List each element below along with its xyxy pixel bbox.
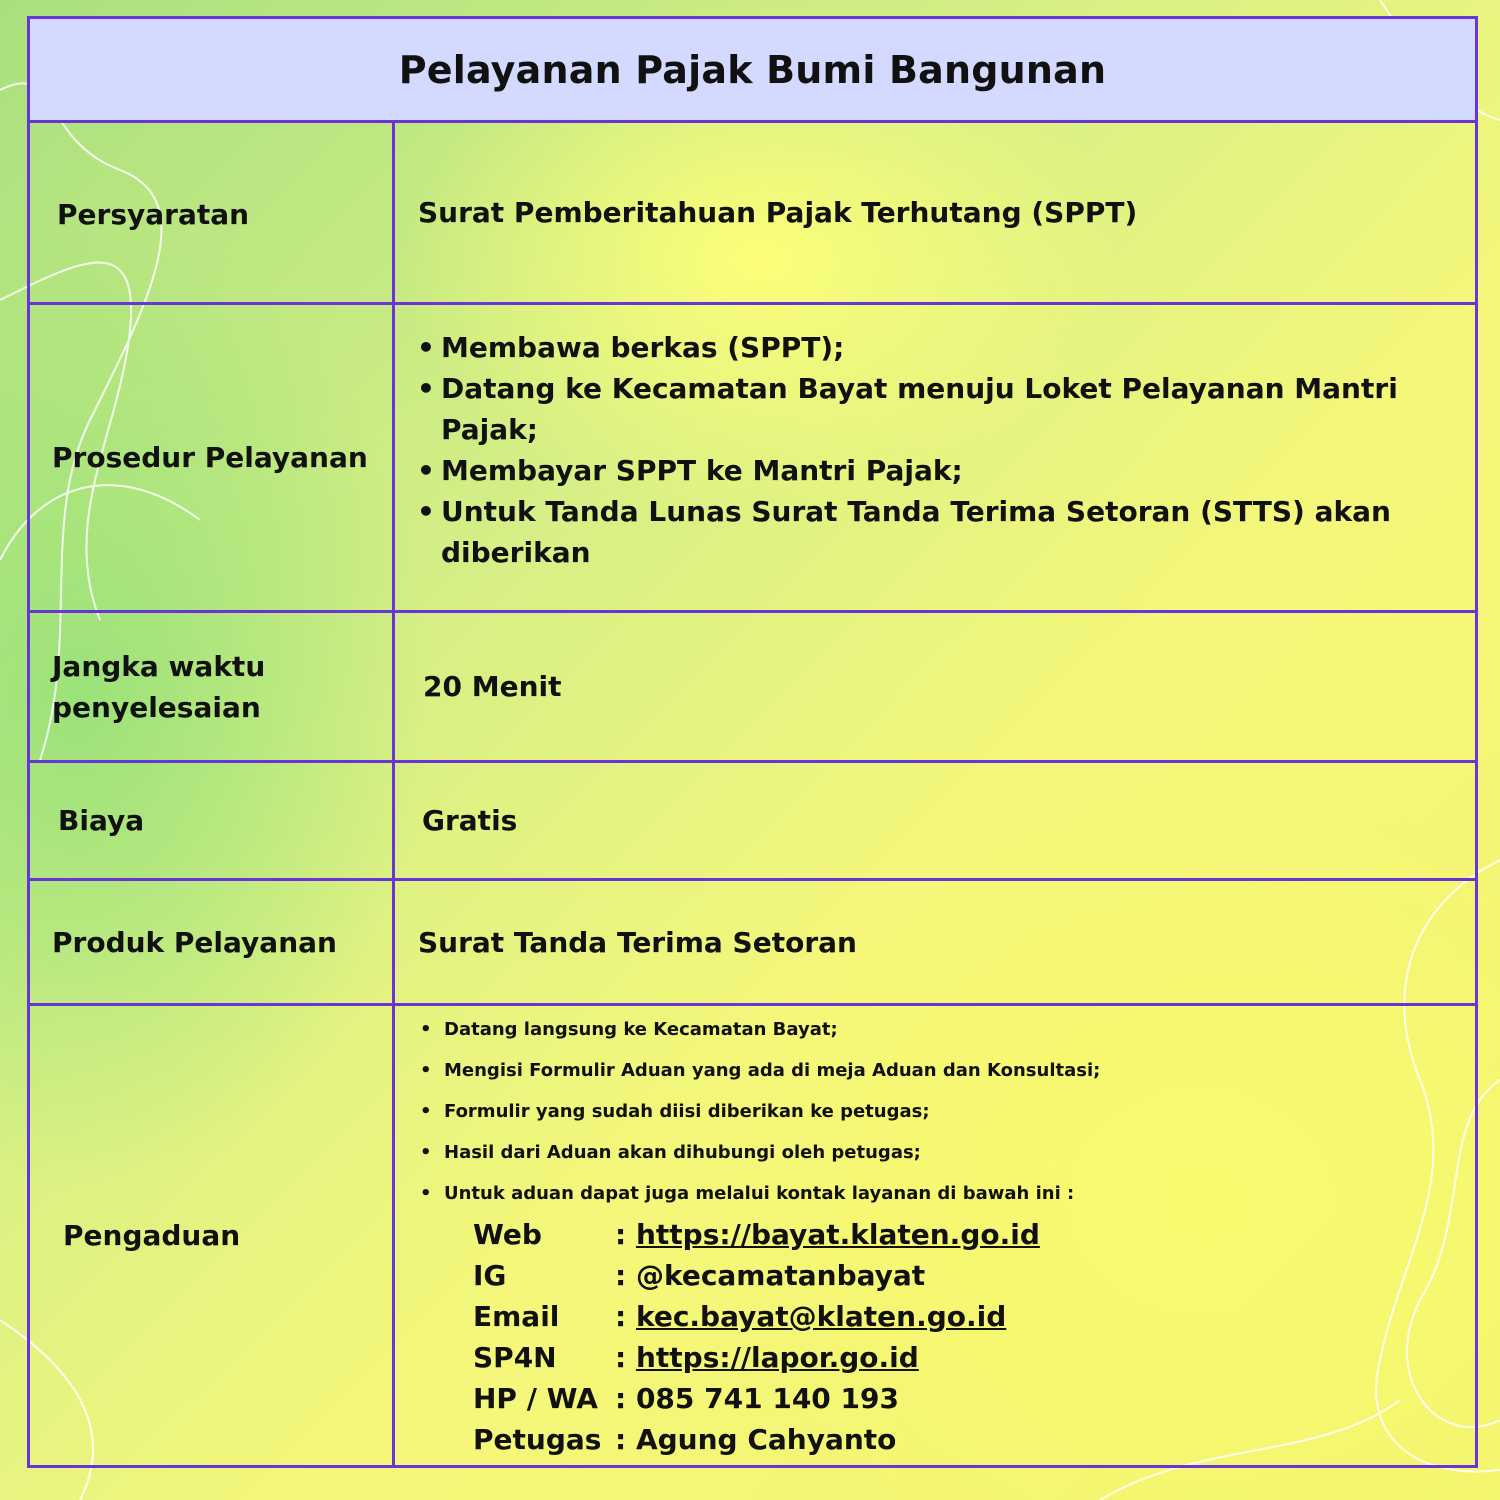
service-info-card (27, 16, 1478, 1468)
contact-key: Petugas (473, 1423, 602, 1456)
row-label-pengaduan: Pengaduan (30, 1006, 395, 1465)
row-label-jangka-waktu: Jangka waktu penyelesaian (30, 613, 395, 760)
prosedur-list (395, 327, 1475, 573)
contact-separator: : (615, 1423, 636, 1456)
pengaduan-item: • Mengisi Formulir Aduan yang ada di meja Aduan dan Konsultasi; (398, 1050, 1475, 1091)
phone-number: 085 741 140 193 (635, 1382, 899, 1415)
officer-name: Agung Cahyanto (635, 1423, 897, 1456)
row-prosedur (30, 305, 1475, 613)
contact-row-sp4n (473, 1337, 1475, 1378)
title-header (30, 19, 1475, 123)
row-value-prosedur (395, 305, 1475, 632)
contact-row-email (473, 1296, 1475, 1337)
contact-key: HP / WA (473, 1382, 598, 1415)
pengaduan-item: • Datang langsung ke Kecamatan Bayat; (398, 1009, 1475, 1050)
instagram-handle: @kecamatanbayat (635, 1259, 926, 1292)
prosedur-item: • Membayar SPPT ke Mantri Pajak; (395, 450, 1405, 491)
prosedur-item: • Untuk Tanda Lunas Surat Tanda Terima Setoran (STTS) akan diberikan (395, 491, 1405, 573)
email-link[interactable]: kec.bayat@klaten.go.id (635, 1300, 1007, 1333)
row-label-biaya: Biaya (30, 763, 395, 878)
contact-row-ig (473, 1255, 1475, 1296)
contact-row-hp-wa (473, 1378, 1475, 1419)
contact-separator: : (615, 1259, 636, 1292)
row-value-pengaduan (395, 1006, 1475, 1468)
row-label-persyaratan: Persyaratan (30, 123, 395, 302)
pengaduan-item: • Hasil dari Aduan akan dihubungi oleh petugas; (398, 1132, 1475, 1173)
row-value-persyaratan: Surat Pemberitahuan Pajak Terhutang (SPPT) (418, 196, 1138, 229)
prosedur-item: • Datang ke Kecamatan Bayat menuju Loket Pelayanan Mantri Pajak; (395, 368, 1405, 450)
row-jangka-waktu (30, 613, 1475, 763)
contact-key: Web (473, 1218, 542, 1251)
web-link[interactable]: https://bayat.klaten.go.id (635, 1218, 1040, 1251)
contact-key: Email (473, 1300, 560, 1333)
contact-row-web (473, 1214, 1475, 1255)
contact-key: SP4N (473, 1341, 557, 1374)
row-label-prosedur: Prosedur Pelayanan (30, 305, 395, 610)
row-biaya (30, 763, 1475, 881)
contact-separator: : (615, 1382, 636, 1415)
row-value-biaya: Gratis (422, 804, 518, 837)
row-value-jangka-waktu: 20 Menit (423, 670, 562, 703)
contact-key: IG (473, 1259, 507, 1292)
row-value-produk: Surat Tanda Terima Setoran (418, 925, 857, 959)
contact-separator: : (615, 1300, 636, 1333)
contact-separator: : (615, 1218, 636, 1251)
contact-row-petugas (473, 1419, 1475, 1460)
page-title: Pelayanan Pajak Bumi Bangunan (398, 47, 1107, 92)
contact-list (473, 1214, 1475, 1460)
row-pengaduan (30, 1006, 1475, 1465)
prosedur-item: • Membawa berkas (SPPT); (395, 327, 1405, 368)
pengaduan-list (398, 1009, 1475, 1214)
pengaduan-item: • Formulir yang sudah diisi diberikan ke petugas; (398, 1091, 1475, 1132)
contact-separator: : (615, 1341, 636, 1374)
sp4n-link[interactable]: https://lapor.go.id (635, 1341, 919, 1374)
row-label-produk: Produk Pelayanan (30, 881, 395, 1003)
row-produk (30, 881, 1475, 1006)
pengaduan-item: • Untuk aduan dapat juga melalui kontak layanan di bawah ini : (398, 1173, 1475, 1214)
row-persyaratan (30, 123, 1475, 305)
